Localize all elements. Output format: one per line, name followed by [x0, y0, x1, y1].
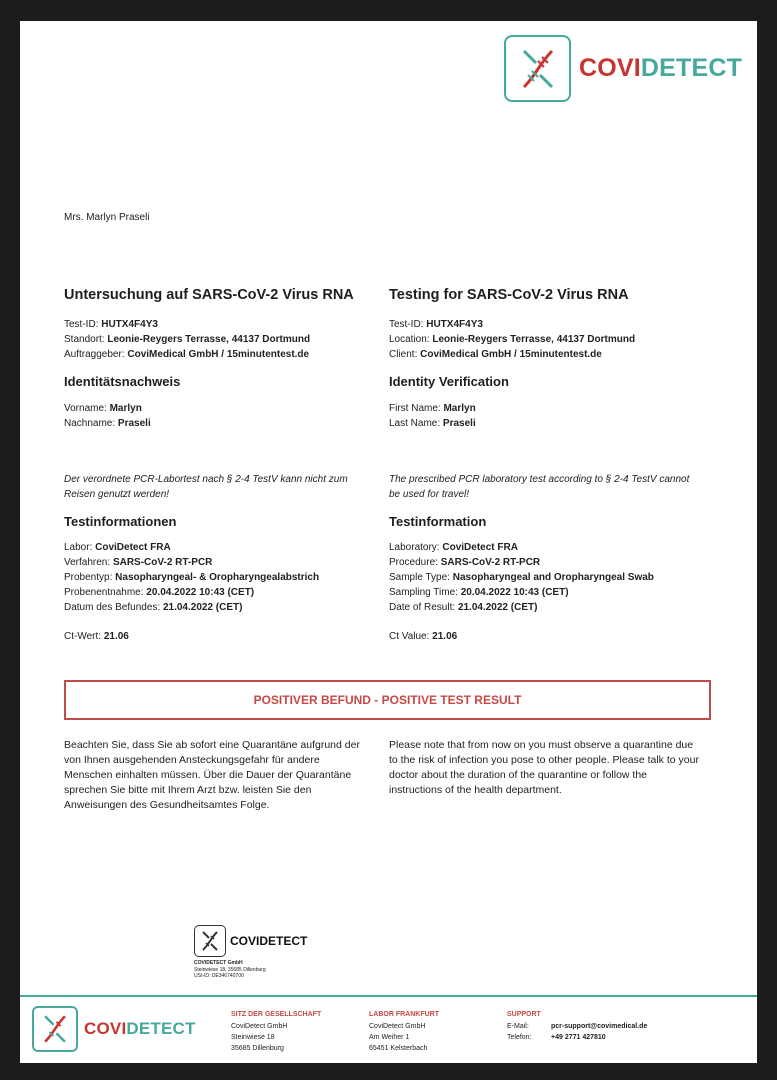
footer-hq-heading: SITZ DER GESELLSCHAFT [231, 1011, 322, 1018]
german-column [64, 287, 374, 644]
document-page [20, 21, 757, 1063]
en-title: Testing for SARS-CoV-2 Virus RNA [389, 287, 629, 303]
footer-lab-heading: LABOR FRANKFURT [369, 1011, 439, 1018]
de-info-heading: Testinformationen [64, 514, 177, 529]
header-logo [504, 35, 742, 102]
en-location: Location: Leonie-Reygers Terrasse, 44137 Dortmund [389, 334, 636, 345]
stamp-line-3: USt-ID: DE346740700 [194, 973, 244, 979]
footer-dna-icon [32, 1006, 78, 1052]
test-result-banner [64, 680, 711, 720]
footer-logo [32, 1006, 196, 1052]
footer-hq-line: 35685 Dillenburg [231, 1045, 284, 1052]
de-identity-heading: Identitätsnachweis [64, 374, 181, 389]
footer-support-heading: SUPPORT [507, 1011, 541, 1018]
en-last-name: Last Name: Praseli [389, 418, 476, 429]
en-travel-note: The prescribed PCR laboratory test according to § 2-4 TestV cannot be used for travel! [389, 474, 690, 500]
de-travel-note: Der verordnete PCR-Labortest nach § 2-4 TestV kann nicht zum Reisen genutzt werden! [64, 474, 348, 500]
support-email-link[interactable]: pcr-support@covimedical.de [551, 1023, 648, 1030]
en-procedure: Procedure: SARS-CoV-2 RT-PCR [389, 557, 541, 568]
de-first-name: Vorname: Marlyn [64, 403, 142, 414]
en-quarantine-paragraph: Please note that from now on you must observe a quarantine due to the risk of infection you pose to other people. Please talk to your doctor about the duration of the quarantine or follow the instructions of the health department. [389, 739, 699, 796]
footer-brand-name: COVIDETECT [84, 1019, 196, 1038]
de-procedure: Verfahren: SARS-CoV-2 RT-PCR [64, 557, 213, 568]
company-stamp [194, 925, 314, 980]
en-sampling: Sampling Time: 20.04.2022 10:43 (CET) [389, 587, 569, 598]
de-sample: Probentyp: Nasopharyngeal- & Oropharyngealabstrich [64, 572, 320, 583]
test-result-text: POSITIVER BEFUND - POSITIVE TEST RESULT [253, 693, 522, 707]
footer-lab-line: Am Weiher 1 [369, 1034, 410, 1041]
footer-email-row: E-Mail: pcr-support@covimedical.de [507, 1023, 648, 1030]
support-phone: +49 2771 427810 [551, 1034, 606, 1041]
stamp-line-1: COVIDETECT GmbH [194, 960, 243, 966]
en-info-heading: Testinformation [389, 514, 487, 529]
en-sample: Sample Type: Nasopharyngeal and Oropharyngeal Swab [389, 572, 654, 583]
de-last-name: Nachname: Praseli [64, 418, 151, 429]
de-location: Standort: Leonie-Reygers Terrasse, 44137 Dortmund [64, 334, 311, 345]
de-client: Auftraggeber: CoviMedical GmbH / 15minutentest.de [64, 349, 310, 360]
en-result-date: Date of Result: 21.04.2022 (CET) [389, 602, 538, 613]
footer-hq-line: CoviDetect GmbH [231, 1023, 288, 1030]
stamp-company-name: COVIDETECT [230, 934, 308, 948]
footer-lab-line: 65451 Kelsterbach [369, 1045, 428, 1052]
footer-support [507, 1009, 647, 1043]
en-ct-value: Ct Value: 21.06 [389, 631, 458, 642]
stamp-line-2: Steinwiese 18, 35685 Dillenburg [194, 966, 266, 973]
en-client: Client: CoviMedical GmbH / 15minutentest.de [389, 349, 602, 360]
de-ct-value: Ct-Wert: 21.06 [64, 631, 129, 642]
en-identity-heading: Identity Verification [389, 374, 509, 389]
brand-name: COVIDETECT [579, 54, 743, 82]
english-column [389, 287, 709, 644]
de-title: Untersuchung auf SARS-CoV-2 Virus RNA [64, 287, 354, 303]
recipient-name: Mrs. Marlyn Praseli [64, 212, 150, 223]
stamp-dna-icon [194, 925, 226, 957]
footer-lab-line: CoviDetect GmbH [369, 1023, 426, 1030]
de-quarantine-paragraph: Beachten Sie, dass Sie ab sofort eine Quarantäne aufgrund der von Ihnen ausgehenden Ansteckungsgefahr für andere Menschen einhalten müssen. Über die Dauer der Quarantäne sprechen Sie bitte mit Ihrem Arzt bzw. leisten Sie den Anweisungen des Gesundheitsamtes Folge. [64, 739, 360, 811]
en-first-name: First Name: Marlyn [389, 403, 476, 414]
de-lab: Labor: CoviDetect FRA [64, 542, 171, 553]
footer-hq [231, 1009, 321, 1054]
de-sampling: Probenentnahme: 20.04.2022 10:43 (CET) [64, 587, 255, 598]
footer-phone-row: Telefon: +49 2771 427810 [507, 1034, 606, 1041]
footer-lab [369, 1009, 439, 1054]
en-lab: Laboratory: CoviDetect FRA [389, 542, 518, 553]
footer-hq-line: Steinwiese 18 [231, 1034, 275, 1041]
en-test-id: Test-ID: HUTX4F4Y3 [389, 319, 483, 330]
dna-icon [504, 35, 571, 102]
footer-divider [20, 995, 757, 997]
de-result-date: Datum des Befundes: 21.04.2022 (CET) [64, 602, 243, 613]
de-test-id: Test-ID: HUTX4F4Y3 [64, 319, 158, 330]
